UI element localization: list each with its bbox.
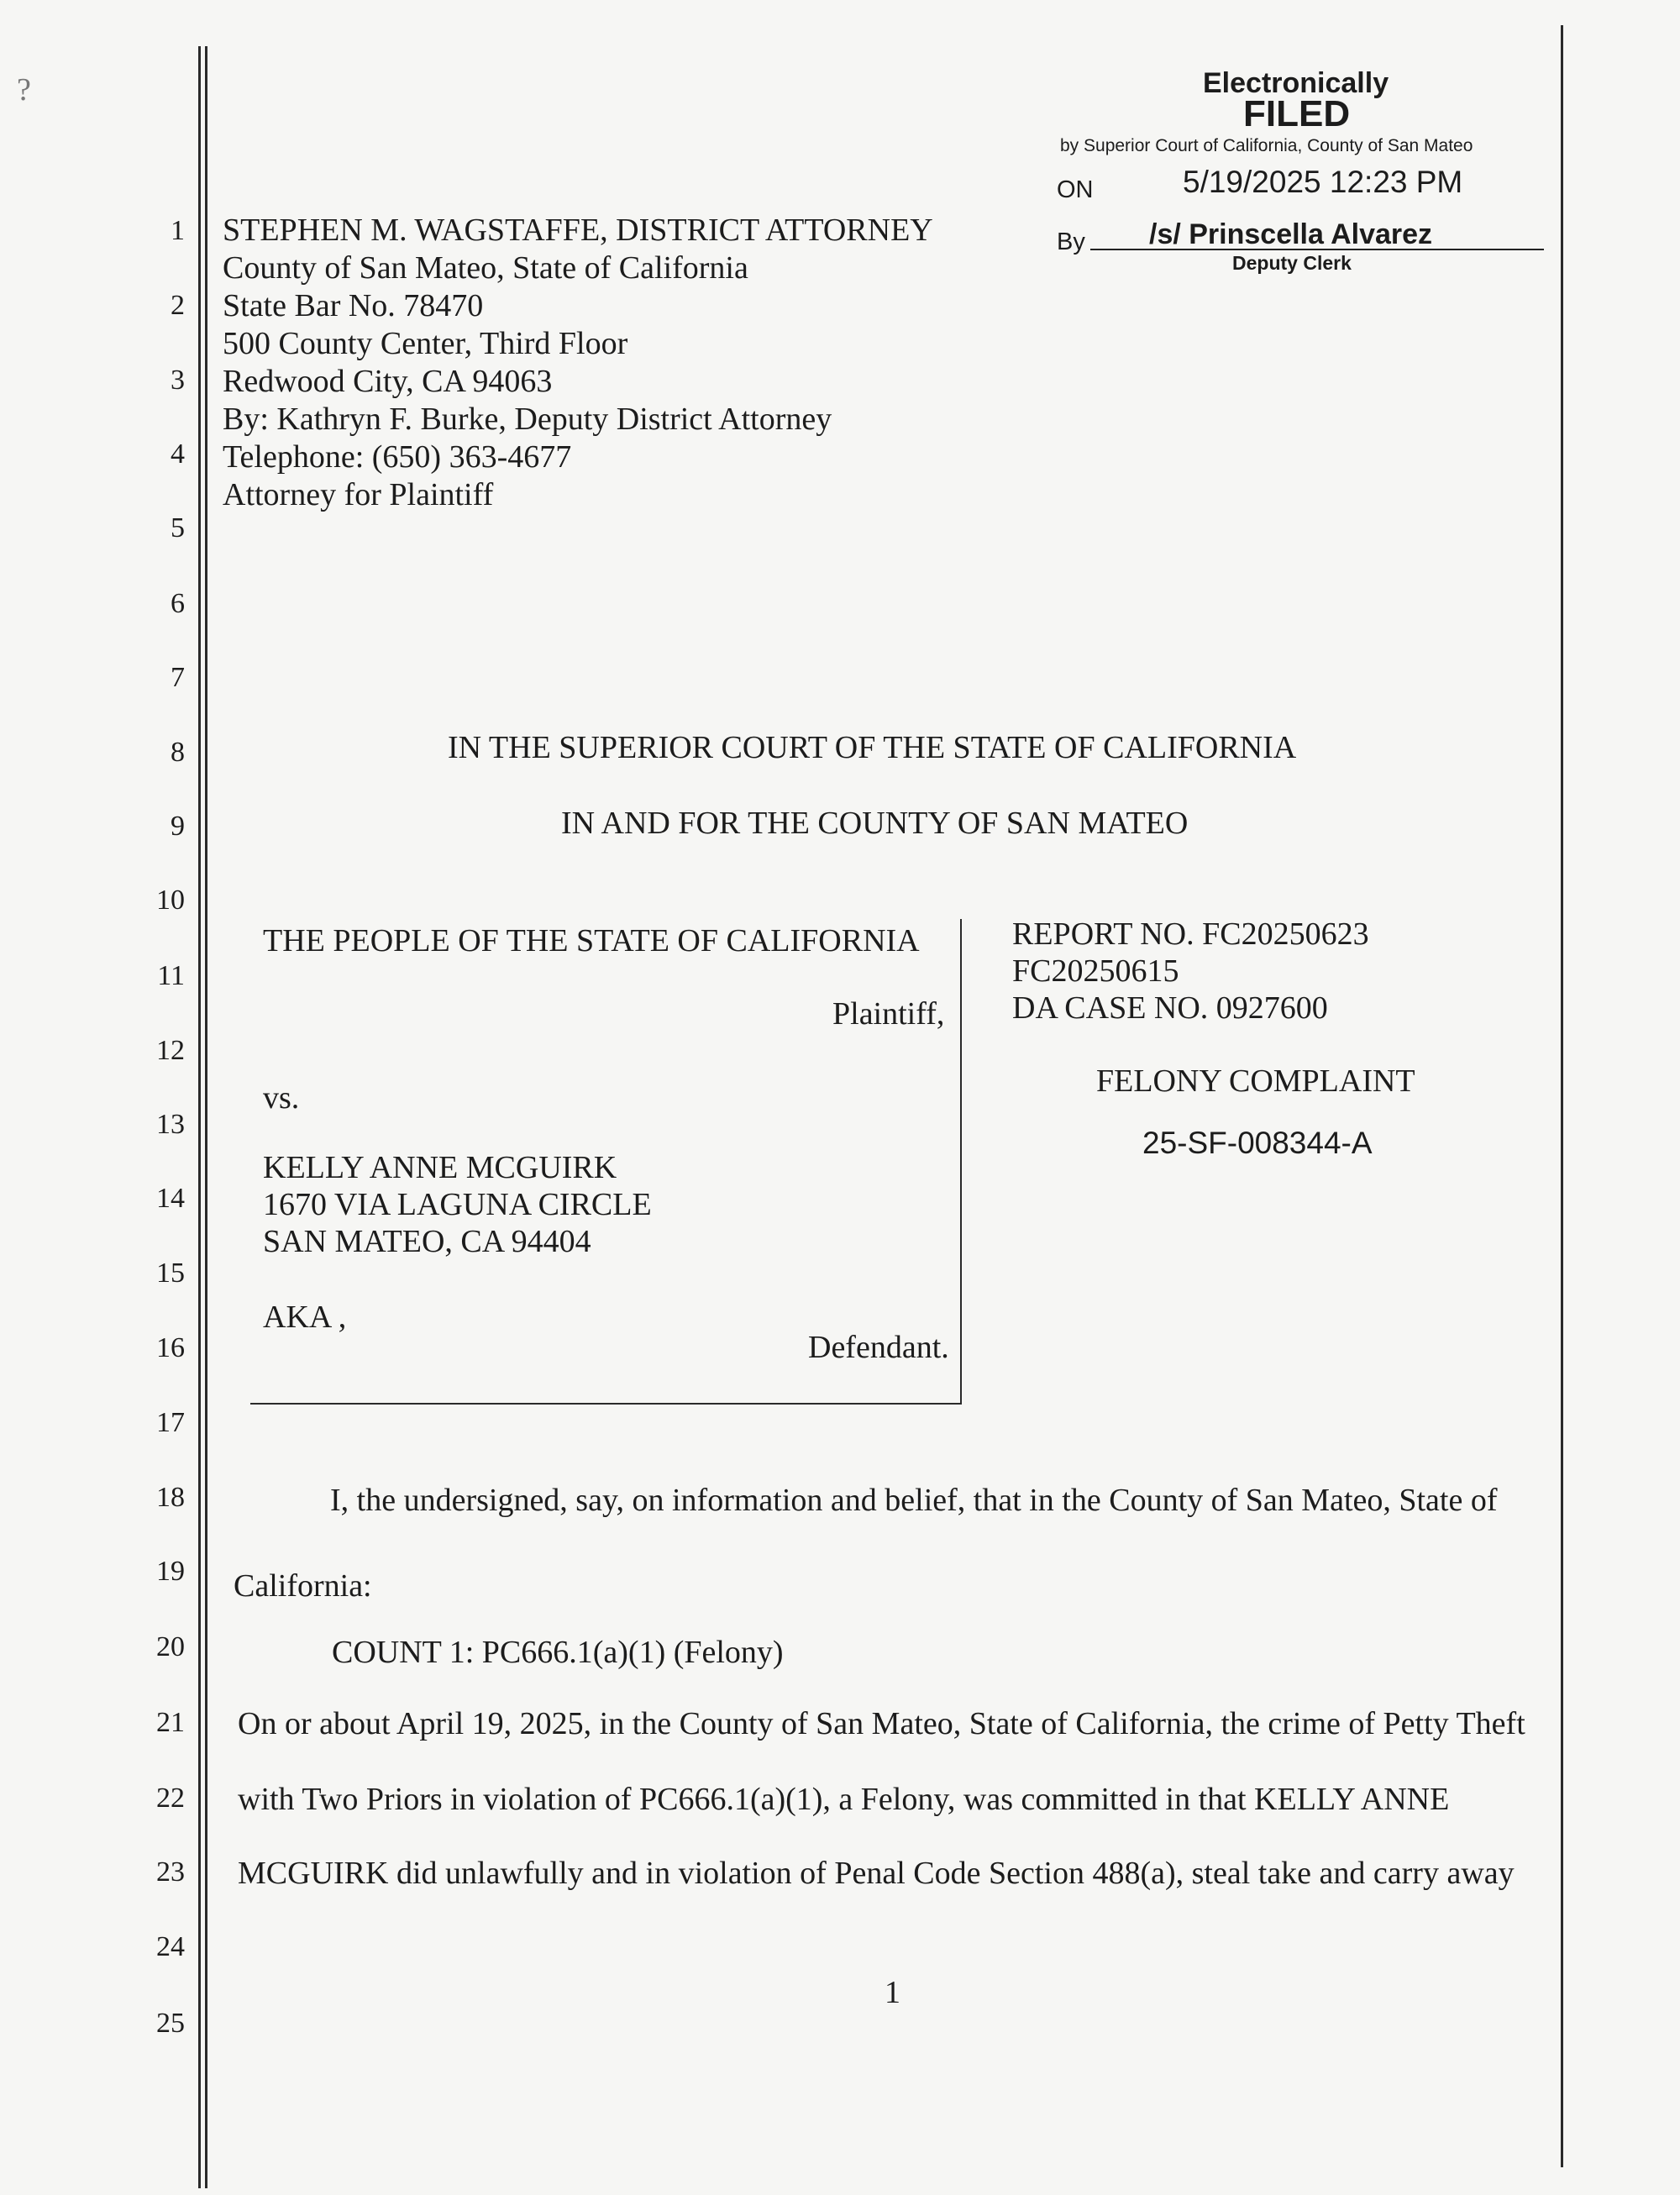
stamp-electronically: Electronically: [1203, 67, 1389, 99]
stamp-on-label: ON: [1057, 176, 1094, 203]
plaintiff-label: Plaintiff,: [832, 996, 945, 1032]
line-number: 6: [171, 588, 185, 619]
line-number: 20: [156, 1631, 185, 1662]
attorney-county: County of San Mateo, State of California: [223, 250, 748, 286]
stamp-filed: FILED: [1243, 93, 1351, 134]
line-number: 1: [171, 215, 185, 246]
report-number-2: FC20250615: [1012, 953, 1179, 989]
line-number: 13: [156, 1109, 185, 1140]
left-margin-rule-outer: [198, 46, 201, 2188]
line-number: 16: [156, 1332, 185, 1363]
attorney-block: [223, 212, 933, 514]
case-number: 25-SF-008344-A: [1142, 1126, 1373, 1160]
count-paragraph-line-2: with Two Priors in violation of PC666.1(a)(1), a Felony, was committed in that KELLY ANNE: [238, 1782, 1450, 1817]
line-number: 24: [156, 1931, 185, 1962]
right-margin-rule: [1561, 25, 1563, 2167]
document-title: FELONY COMPLAINT: [1096, 1063, 1415, 1099]
count-heading: COUNT 1: PC666.1(a)(1) (Felony): [332, 1635, 784, 1670]
line-number: 21: [156, 1707, 185, 1738]
stamp-by-label: By: [1057, 228, 1085, 255]
page-number: 1: [885, 1975, 900, 2010]
stamp-on-value: 5/19/2025 12:23 PM: [1183, 165, 1463, 199]
line-number: 17: [156, 1407, 185, 1438]
defendant-address-street: 1670 VIA LAGUNA CIRCLE: [263, 1187, 652, 1222]
line-number: 18: [156, 1482, 185, 1513]
caption-vertical-rule: [960, 919, 962, 1405]
line-number: 12: [156, 1035, 185, 1066]
line-number: 25: [156, 2008, 185, 2039]
caption-bottom-rule: [250, 1403, 962, 1405]
line-number: 8: [171, 737, 185, 768]
plaintiff-name: THE PEOPLE OF THE STATE OF CALIFORNIA: [263, 923, 920, 958]
da-case-number: DA CASE NO. 0927600: [1012, 990, 1328, 1026]
defendant-address-city: SAN MATEO, CA 94404: [263, 1224, 591, 1259]
attorney-address: 500 County Center, Third Floor: [223, 326, 628, 361]
count-paragraph-line-1: On or about April 19, 2025, in the County of San Mateo, State of California, the crime of Petty Theft: [238, 1706, 1525, 1741]
stamp-signature: /s/ Prinscella Alvarez: [1149, 218, 1433, 250]
body-intro-continued: California:: [234, 1568, 372, 1604]
defendant-aka: AKA ,: [263, 1300, 347, 1335]
line-number: 14: [156, 1183, 185, 1214]
body-intro: I, the undersigned, say, on information and belief, that in the County of San Mateo, State of: [330, 1483, 1498, 1518]
count-paragraph-line-3: MCGUIRK did unlawfully and in violation of Penal Code Section 488(a), steal take and carry away: [238, 1856, 1515, 1891]
line-number: 23: [156, 1856, 185, 1888]
attorney-bar-number: State Bar No. 78470: [223, 288, 484, 323]
line-number: 10: [156, 885, 185, 916]
attorney-role: Attorney for Plaintiff: [223, 477, 494, 512]
report-number: REPORT NO. FC20250623: [1012, 916, 1369, 952]
attorney-city: Redwood City, CA 94063: [223, 364, 553, 399]
line-number: 9: [171, 811, 185, 842]
margin-mark: ?: [17, 72, 31, 108]
line-number: 4: [171, 438, 185, 470]
line-number: 22: [156, 1783, 185, 1814]
line-number: 15: [156, 1258, 185, 1289]
line-number: 19: [156, 1556, 185, 1587]
stamp-court: by Superior Court of California, County of San Mateo: [1060, 136, 1473, 155]
court-title-line1: IN THE SUPERIOR COURT OF THE STATE OF CALIFORNIA: [448, 730, 1297, 765]
defendant-name: KELLY ANNE MCGUIRK: [263, 1150, 617, 1185]
line-number: 11: [157, 960, 185, 991]
defendant-label: Defendant.: [808, 1330, 949, 1365]
line-number: 5: [171, 512, 185, 543]
attorney-telephone: Telephone: (650) 363-4677: [223, 439, 572, 475]
line-number: 3: [171, 365, 185, 396]
line-number: 2: [171, 290, 185, 321]
attorney-deputy: By: Kathryn F. Burke, Deputy District Attorney: [223, 402, 832, 437]
left-margin-rule-inner: [205, 46, 207, 2188]
attorney-name: STEPHEN M. WAGSTAFFE, DISTRICT ATTORNEY: [223, 213, 933, 248]
line-number: 7: [171, 662, 185, 693]
stamp-deputy-clerk: Deputy Clerk: [1232, 252, 1352, 274]
court-title-line2: IN AND FOR THE COUNTY OF SAN MATEO: [561, 806, 1189, 841]
versus: vs.: [263, 1080, 300, 1116]
